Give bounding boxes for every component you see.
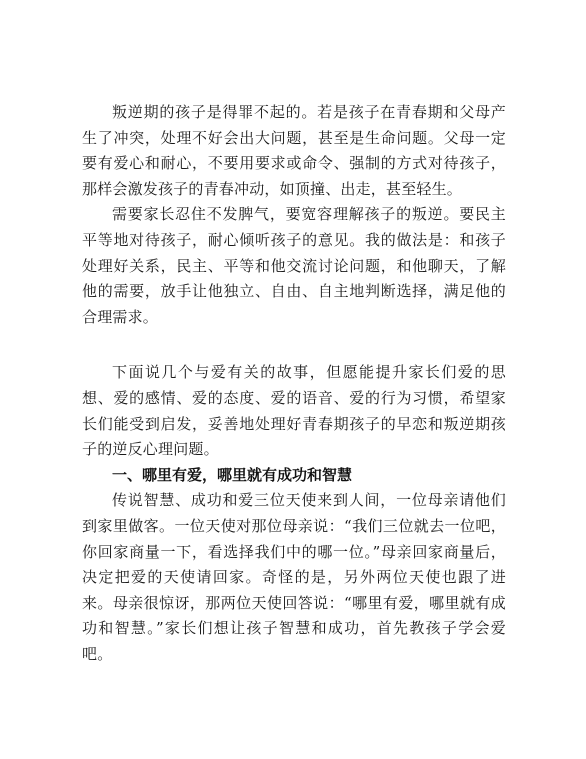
paragraph-rebellious-period: 叛逆期的孩子是得罪不起的。若是孩子在青春期和父母产生了冲突，处理不好会出大问题，甚至是生命问题。父母一定要有爱心和耐心，不要用要求或命令、强制的方式对待孩子，那样会激发孩子的青春冲动，如顶撞、出走，甚至轻生。	[82, 103, 506, 198]
paragraph-parent-tolerance: 需要家长忍住不发脾气，要宽容理解孩子的叛逆。要民主平等地对待孩子，耐心倾听孩子的意见。我的做法是：和孩子处理好关系，民主、平等和他交流讨论问题，和他聊天，了解他的需要，放手让他独立、自由、自主地判断选择，满足他的合理需求。	[82, 205, 506, 326]
paragraph-spacer	[82, 330, 506, 360]
paragraph-angel-story: 传说智慧、成功和爱三位天使来到人间，一位母亲请他们到家里做客。一位天使对那位母亲说：“我们三位就去一位吧，你回家商量一下，看选择我们中的哪一位。”母亲回家商量后，决定把爱的天使请回家。奇怪的是，另外两位天使也跟了进来。母亲很惊讶，那两位天使回答说：“哪里有爱，哪里就有成功和智慧。”家长们想让孩子智慧和成功，首先教孩子学会爱吧。	[82, 491, 506, 663]
section-heading: 一、哪里有爱，哪里就有成功和智慧	[112, 465, 353, 484]
paragraph-intro-stories: 下面说几个与爱有关的故事，但愿能提升家长们爱的思想、爱的感情、爱的态度、爱的语音、爱的行为习惯，希望家长们能受到启发，妥善地处理好青春期孩子的早恋和叛逆期孩子的逆反心理问题。	[82, 363, 506, 459]
document-page	[82, 100, 506, 667]
